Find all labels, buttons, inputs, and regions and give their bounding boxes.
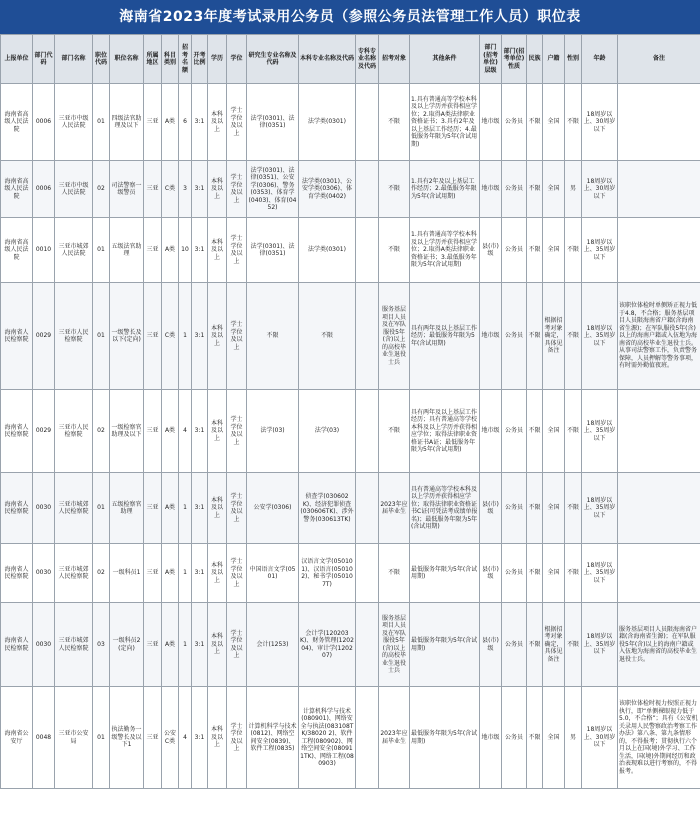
table-cell: 本科及以上 xyxy=(208,84,227,161)
table-cell: 不限 xyxy=(527,84,543,161)
header-cell: 部门名称 xyxy=(55,35,93,84)
table-cell: 不限 xyxy=(565,544,582,603)
table-cell: 18周岁以上、30周岁以下 xyxy=(582,687,618,789)
table-cell: 具有普通高等学校本科及以上学历并获得相应学位；取得法律职业资格证书C证(可凭法考成绩单报名)；最低服务年限为5年(含试用期) xyxy=(410,473,480,544)
table-cell: 一级检察官助理及以下 xyxy=(110,390,144,473)
table-cell: 地市级 xyxy=(480,390,502,473)
table-cell: 不限 xyxy=(527,473,543,544)
table-cell: 不限 xyxy=(379,84,410,161)
table-cell: 0029 xyxy=(33,283,55,390)
table-cell: A类 xyxy=(162,603,179,687)
table-cell: 本科及以上 xyxy=(208,161,227,218)
table-cell: 公安学(0306) xyxy=(247,473,299,544)
table-cell: 03 xyxy=(93,603,110,687)
table-cell: 该职位体检时视力按照正视力执行，即“单侧裸眼视力低于5.0，不合格”；具有《公安机关录用人民警察政治考察工作办法》第八条、第九条情形的，不得报考；贯彻执行六个月以上在国(境)外学习、工作生活，国(境)外期间经历和政治表现难以进行考察的，不得报考。 xyxy=(618,687,700,789)
table-cell: 三亚 xyxy=(144,84,162,161)
table-cell: 法学(03) xyxy=(299,390,356,473)
table-cell: 三亚 xyxy=(144,473,162,544)
table-cell: 3:1 xyxy=(192,687,208,789)
table-cell: 18周岁以上、30周岁以下 xyxy=(582,84,618,161)
table-cell: 不限 xyxy=(527,161,543,218)
table-cell: 3:1 xyxy=(192,218,208,283)
table-cell: 2023年应届毕业生 xyxy=(379,473,410,544)
table-cell: 法学(03) xyxy=(247,390,299,473)
table-cell: 会计学(120203K)、财务管理(120204)、审计学(120207) xyxy=(299,603,356,687)
table-cell: 三亚市人民检察院 xyxy=(55,390,93,473)
table-cell: 全国 xyxy=(543,390,565,473)
table-cell: 计算机科学与技术(0812)、网络空间安全(0839)、软件工程(0835) xyxy=(247,687,299,789)
table-cell: 学士学位及以上 xyxy=(227,218,247,283)
table-cell: 海南省人民检察院 xyxy=(1,283,33,390)
table-cell: 法学(0301)、法律(0351) xyxy=(247,84,299,161)
header-cell: 户籍 xyxy=(543,35,565,84)
table-cell: 地市级 xyxy=(480,687,502,789)
table-cell: 1 xyxy=(179,603,192,687)
table-cell: 海南省高级人民法院 xyxy=(1,218,33,283)
table-row xyxy=(1,687,700,789)
table-cell: 不限 xyxy=(247,283,299,390)
table-cell: A类 xyxy=(162,473,179,544)
table-cell: 计算机科学与技术(080901)、网络安全与执法(083108TK/38020 2)、软件工程(080902)、网络空间安全(080911TK)、网络工程(080903) xyxy=(299,687,356,789)
table-cell xyxy=(618,390,700,473)
table-cell: 10 xyxy=(179,218,192,283)
table-cell: 公务员 xyxy=(502,390,527,473)
table-cell: 3 xyxy=(179,161,192,218)
table-cell: 6 xyxy=(179,84,192,161)
table-cell: 本科及以上 xyxy=(208,283,227,390)
table-cell: 地市级 xyxy=(480,84,502,161)
header-cell: 部门(招考单位)性质 xyxy=(502,35,527,84)
table-cell: 1 xyxy=(179,544,192,603)
table-cell: 公务员 xyxy=(502,218,527,283)
table-cell: 全国 xyxy=(543,544,565,603)
table-row xyxy=(1,218,700,283)
table-cell: 海南省人民检察院 xyxy=(1,603,33,687)
table-cell: 18周岁以上、35周岁以下 xyxy=(582,473,618,544)
table-row xyxy=(1,544,700,603)
table-cell xyxy=(356,161,379,218)
table-cell: 最低服务年限为5年(含试用期) xyxy=(410,687,480,789)
table-cell xyxy=(618,161,700,218)
table-cell: 不限 xyxy=(527,687,543,789)
table-cell: 三亚市城郊人民法院 xyxy=(55,218,93,283)
table-cell: 3:1 xyxy=(192,473,208,544)
table-cell: 公安C类 xyxy=(162,687,179,789)
table-cell: 男 xyxy=(565,687,582,789)
table-cell: 公务员 xyxy=(502,283,527,390)
table-cell: 地市级 xyxy=(480,161,502,218)
header-cell: 部门(招考单位)层级 xyxy=(480,35,502,84)
table-cell xyxy=(356,473,379,544)
table-cell: 四级法官助理及以下 xyxy=(110,84,144,161)
table-cell: 1.具有普通高等学校本科及以上学历并获得相应学位；2.取得A类法律职业资格证书；3.具有2年及以上基层工作经历；4.最低服务年限为5年(含试用期) xyxy=(410,84,480,161)
table-cell: 三亚市城郊人民检察院 xyxy=(55,603,93,687)
table-cell: 三亚 xyxy=(144,390,162,473)
table-cell: 全国 xyxy=(543,687,565,789)
table-cell: A类 xyxy=(162,390,179,473)
table-row xyxy=(1,603,700,687)
table-cell: 法学(0301)、法律(0351) xyxy=(247,218,299,283)
table-cell: 三亚 xyxy=(144,544,162,603)
table-cell: 公务员 xyxy=(502,473,527,544)
table-cell: 县(市)级 xyxy=(480,218,502,283)
table-cell: 3:1 xyxy=(192,161,208,218)
table-cell: 18周岁以上、35周岁以下 xyxy=(582,544,618,603)
table-cell: 公务员 xyxy=(502,544,527,603)
table-cell: A类 xyxy=(162,544,179,603)
table-cell: 侦查学(030602K)、经济犯罪侦查(030606TK)、涉外警务(030613TK) xyxy=(299,473,356,544)
table-cell: 02 xyxy=(93,390,110,473)
table-cell: 地市级 xyxy=(480,283,502,390)
table-cell: 4 xyxy=(179,390,192,473)
table-cell: 18周岁以上、35周岁以下 xyxy=(582,218,618,283)
table-cell: 02 xyxy=(93,544,110,603)
table-cell: 学士学位及以上 xyxy=(227,390,247,473)
table-cell: 海南省人民检察院 xyxy=(1,544,33,603)
table-cell: 公务员 xyxy=(502,161,527,218)
table-cell: 本科及以上 xyxy=(208,390,227,473)
table-cell: 服务基层项目人员限海南省户籍(含海南省生源)；在军队服役5年(含)以上的海南户籍或入伍地为海南省的高校毕业生退役士兵。 xyxy=(618,603,700,687)
table-cell: 0030 xyxy=(33,544,55,603)
table-cell xyxy=(356,390,379,473)
header-cell: 本科专业名称及代码 xyxy=(299,35,356,84)
table-cell: 海南省高级人民法院 xyxy=(1,84,33,161)
table-cell: 法学类(0301) xyxy=(299,84,356,161)
table-cell: 法学类(0301) xyxy=(299,218,356,283)
table-cell xyxy=(356,544,379,603)
table-cell: 学士学位及以上 xyxy=(227,687,247,789)
table-cell: 服务基层项目人员及在军队服役5年(含)以上的高校毕业生退役士兵 xyxy=(379,283,410,390)
header-cell: 研究生专业名称及代码 xyxy=(247,35,299,84)
table-cell: 县(市)级 xyxy=(480,603,502,687)
table-cell: 0006 xyxy=(33,84,55,161)
table-cell: 男 xyxy=(565,161,582,218)
table-cell: 18周岁以上、35周岁以下 xyxy=(582,283,618,390)
table-cell: 本科及以上 xyxy=(208,473,227,544)
table-cell: 中国语言文学(0501) xyxy=(247,544,299,603)
table-cell: 执法勤务一级警长及以下1 xyxy=(110,687,144,789)
table-cell: 0048 xyxy=(33,687,55,789)
table-cell: 4 xyxy=(179,687,192,789)
table-cell: 司法警察一级警员 xyxy=(110,161,144,218)
table-cell: 本科及以上 xyxy=(208,603,227,687)
table-cell: 不限 xyxy=(379,161,410,218)
header-cell: 招考对象 xyxy=(379,35,410,84)
header-cell: 开考比例 xyxy=(192,35,208,84)
table-cell xyxy=(618,218,700,283)
table-cell: 01 xyxy=(93,473,110,544)
table-row xyxy=(1,390,700,473)
table-cell: 01 xyxy=(93,687,110,789)
table-cell: 全国 xyxy=(543,84,565,161)
table-cell: 三亚市人民检察院 xyxy=(55,283,93,390)
table-cell: 五级检察官助理 xyxy=(110,473,144,544)
table-cell: 01 xyxy=(93,283,110,390)
table-cell: 18周岁以上、30周岁以下 xyxy=(582,161,618,218)
table-cell: 0030 xyxy=(33,603,55,687)
table-cell: 不限 xyxy=(565,283,582,390)
table-cell: 一级科员2(定向) xyxy=(110,603,144,687)
table-cell: 具有两年及以上基层工作经历；具有普通高等学校本科及以上学历并获得相应学位；取得法律职业资格证书A证；最低服务年限为5年(含试用期) xyxy=(410,390,480,473)
table-cell: 18周岁以上、35周岁以下 xyxy=(582,390,618,473)
table-cell: 服务基层项目人员及在军队服役5年(含)以上的高校毕业生退役士兵 xyxy=(379,603,410,687)
table-cell: 3:1 xyxy=(192,283,208,390)
table-cell: 学士学位及以上 xyxy=(227,473,247,544)
header-row xyxy=(1,35,700,84)
table-cell: 根据招考对象确定，具体见备注 xyxy=(543,283,565,390)
table-cell: 不限 xyxy=(379,218,410,283)
table-cell: 海南省公安厅 xyxy=(1,687,33,789)
header-cell: 职位代码 xyxy=(93,35,110,84)
table-cell: 三亚 xyxy=(144,603,162,687)
table-cell: 0006 xyxy=(33,161,55,218)
table-cell: 三亚市中级人民法院 xyxy=(55,161,93,218)
table-cell: 海南省人民检察院 xyxy=(1,390,33,473)
table-cell: 三亚市城郊人民检察院 xyxy=(55,473,93,544)
table-cell: 学士学位及以上 xyxy=(227,603,247,687)
table-cell: A类 xyxy=(162,84,179,161)
header-cell: 性别 xyxy=(565,35,582,84)
header-cell: 所属地区 xyxy=(144,35,162,84)
table-cell: 全国 xyxy=(543,161,565,218)
table-cell: 公务员 xyxy=(502,84,527,161)
table-cell: 汉语言文学(050101)、汉语言(050102)、秘书学(050107T) xyxy=(299,544,356,603)
header-cell: 上报单位 xyxy=(1,35,33,84)
table-cell: 不限 xyxy=(565,473,582,544)
table-cell: 一级警长及以下(定向) xyxy=(110,283,144,390)
table-cell xyxy=(618,473,700,544)
table-cell: 三亚市公安局 xyxy=(55,687,93,789)
header-cell: 民族 xyxy=(527,35,543,84)
table-cell: 18周岁以上、35周岁以下 xyxy=(582,603,618,687)
table-row xyxy=(1,161,700,218)
header-cell: 学位 xyxy=(227,35,247,84)
table-cell: 三亚 xyxy=(144,687,162,789)
table-cell: 不限 xyxy=(527,544,543,603)
table-cell: 不限 xyxy=(379,544,410,603)
table-body xyxy=(1,84,700,789)
table-cell: 0010 xyxy=(33,218,55,283)
table-cell: 本科及以上 xyxy=(208,218,227,283)
header-cell: 部门代码 xyxy=(33,35,55,84)
table-cell: 不限 xyxy=(527,218,543,283)
header-cell: 备注 xyxy=(618,35,700,84)
table-cell: 不限 xyxy=(527,390,543,473)
table-cell: 三亚 xyxy=(144,218,162,283)
table-cell: 公务员 xyxy=(502,687,527,789)
table-cell xyxy=(356,283,379,390)
table-cell: 不限 xyxy=(527,283,543,390)
table-cell: 02 xyxy=(93,161,110,218)
table-cell: 01 xyxy=(93,218,110,283)
table-row xyxy=(1,283,700,390)
table-cell: 县(市)级 xyxy=(480,473,502,544)
table-cell: 根据招考对象确定，具体见备注 xyxy=(543,603,565,687)
table-cell: 县(市)级 xyxy=(480,544,502,603)
table-cell: 3:1 xyxy=(192,544,208,603)
table-cell: 三亚 xyxy=(144,161,162,218)
table-cell: 学士学位及以上 xyxy=(227,544,247,603)
table-cell xyxy=(618,544,700,603)
header-cell: 招考名额 xyxy=(179,35,192,84)
header-cell: 职位名称 xyxy=(110,35,144,84)
table-cell: 法学类(0301)、公安学类(0306)、体育学类(0402) xyxy=(299,161,356,218)
table-cell: 不限 xyxy=(379,390,410,473)
table-cell: 具有两年及以上基层工作经历；最低服务年限为5年(含试用期) xyxy=(410,283,480,390)
table-cell: 三亚市城郊人民检察院 xyxy=(55,544,93,603)
header-cell: 科目类别 xyxy=(162,35,179,84)
table-cell: 3:1 xyxy=(192,390,208,473)
table-cell: 1 xyxy=(179,473,192,544)
table-cell: 全国 xyxy=(543,473,565,544)
table-cell: 该职位体检时单侧矫正视力低于4.8，不合格；服务基层项目人员限海南省户籍(含海南省生源)；在军队服役5年(含)以上的海南户籍或入伍地为海南省的高校毕业生退役士兵。从事司法警察工作，负责警务保障，人员押解等警务事项，有时需外勤值夜班。 xyxy=(618,283,700,390)
table-cell: 1.具有2年及以上基层工作经历；2.最低服务年限为5年(含试用期) xyxy=(410,161,480,218)
table-cell: 1.具有普通高等学校本科及以上学历并获得相应学位；2.取得A类法律职业资格证书；3.最低服务年限为5年(含试用期) xyxy=(410,218,480,283)
table-cell: C类 xyxy=(162,283,179,390)
table-cell: C类 xyxy=(162,161,179,218)
header-cell: 其他条件 xyxy=(410,35,480,84)
table-cell: 公务员 xyxy=(502,603,527,687)
table-cell: 三亚 xyxy=(144,283,162,390)
table-cell: 学士学位及以上 xyxy=(227,84,247,161)
table-cell: 法学(0301)、法律(0351)、公安学(0306)、警务(0353)、体育学(0403)、体育(0452) xyxy=(247,161,299,218)
header-cell: 学历 xyxy=(208,35,227,84)
table-row xyxy=(1,84,700,161)
table-cell: 不限 xyxy=(565,84,582,161)
table-cell: 本科及以上 xyxy=(208,544,227,603)
table-cell: 会计(1253) xyxy=(247,603,299,687)
table-cell: 不限 xyxy=(299,283,356,390)
table-cell xyxy=(356,687,379,789)
table-cell xyxy=(356,84,379,161)
table-cell: 全国 xyxy=(543,218,565,283)
table-cell xyxy=(356,603,379,687)
table-cell xyxy=(618,84,700,161)
table-cell: 五级法官助理 xyxy=(110,218,144,283)
table-cell: 3:1 xyxy=(192,603,208,687)
header-cell: 专科专业名称及代码 xyxy=(356,35,379,84)
table-cell: 1 xyxy=(179,283,192,390)
table-cell: 最低服务年限为5年(含试用期) xyxy=(410,544,480,603)
job-table xyxy=(0,34,700,789)
table-cell: 不限 xyxy=(565,218,582,283)
table-cell: 学士学位及以上 xyxy=(227,161,247,218)
table-cell: 0029 xyxy=(33,390,55,473)
table-title: 海南省2023年度考试录用公务员（参照公务员法管理工作人员）职位表 xyxy=(0,0,700,34)
table-cell: 2023年应届毕业生 xyxy=(379,687,410,789)
table-cell: A类 xyxy=(162,218,179,283)
table-cell: 本科及以上 xyxy=(208,687,227,789)
table-cell: 一级科员1 xyxy=(110,544,144,603)
table-cell: 最低服务年限为5年(含试用期) xyxy=(410,603,480,687)
table-cell: 01 xyxy=(93,84,110,161)
table-cell: 3:1 xyxy=(192,84,208,161)
table-cell xyxy=(356,218,379,283)
table-cell: 不限 xyxy=(565,390,582,473)
table-cell: 0030 xyxy=(33,473,55,544)
table-cell: 学士学位及以上 xyxy=(227,283,247,390)
table-cell: 海南省高级人民法院 xyxy=(1,161,33,218)
table-cell: 海南省人民检察院 xyxy=(1,473,33,544)
table-cell: 不限 xyxy=(527,603,543,687)
header-cell: 年龄 xyxy=(582,35,618,84)
table-cell: 不限 xyxy=(565,603,582,687)
table-cell: 三亚市中级人民法院 xyxy=(55,84,93,161)
table-row xyxy=(1,473,700,544)
